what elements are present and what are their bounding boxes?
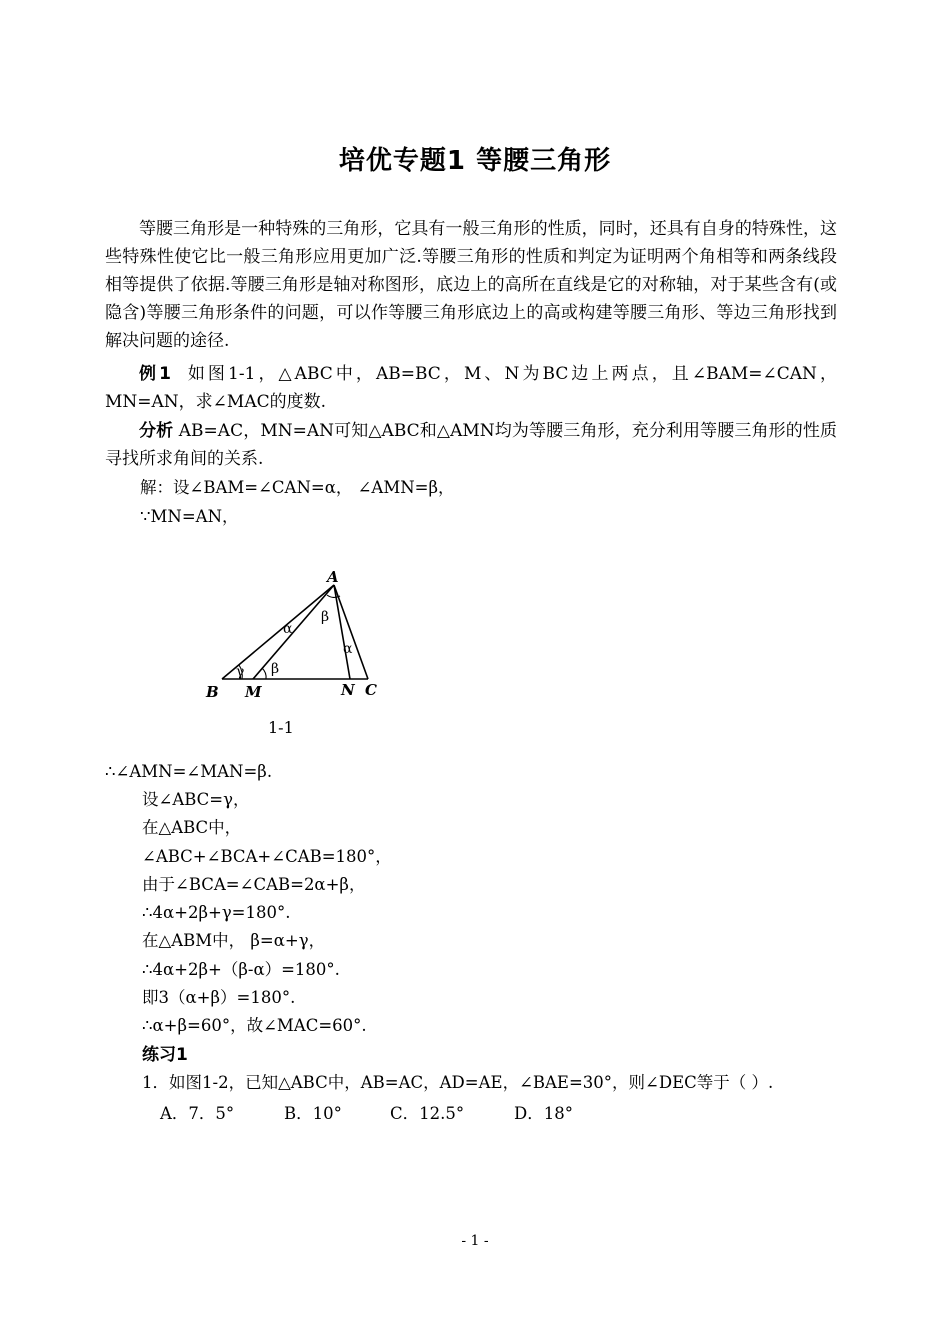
label-n: N (341, 681, 355, 699)
segment-an (334, 585, 350, 679)
segment-am (253, 585, 334, 679)
analysis-text: AB=AC，MN=AN可知△ABC和△AMN均为等腰三角形，充分利用等腰三角形的性质寻找所求角间的关系. (105, 421, 838, 469)
figure-1-1 (195, 565, 400, 710)
solution-step: ∠ABC+∠BCA+∠CAB=180°， (142, 847, 392, 866)
example-text: 如图1-1，△ABC中，AB=BC，M、N为BC边上两点，且∠BAM=∠CAN，MN=AN，求∠MAC的度数. (105, 364, 837, 412)
label-b: B (206, 683, 219, 701)
example-label: 例1 (139, 364, 171, 384)
solution-step: ∴α+β=60°，故∠MAC=60°. (142, 1016, 367, 1035)
angle-alpha-bam: α (283, 621, 293, 637)
solution-step: 在△ABM中， β=α+γ， (142, 931, 326, 950)
label-a: A (327, 568, 339, 586)
solution-step: 由于∠BCA=∠CAB=2α+β， (142, 875, 366, 894)
side-ac (334, 585, 368, 679)
solution-step: ∴4α+2β+（β-α）=180°. (142, 960, 340, 979)
solution-line-1: 解：设∠BAM=∠CAN=α， ∠AMN=β， (140, 478, 455, 497)
solution-step: ∴4α+2β+γ=180°. (142, 903, 291, 922)
analysis (105, 417, 837, 473)
angle-beta-m: β (271, 661, 280, 677)
option-c: C．12.5° (390, 1104, 465, 1123)
figure-caption: 1-1 (268, 718, 294, 737)
option-b: B．10° (284, 1104, 342, 1123)
angle-beta-man: β (321, 609, 330, 625)
solution-first: ∴∠AMN=∠MAN=β. (105, 762, 273, 781)
solution-step: 在△ABC中， (142, 818, 242, 837)
label-m: M (245, 683, 262, 701)
solution-step: 设∠ABC=γ， (142, 790, 250, 809)
practice-heading: 练习1 (142, 1045, 188, 1065)
arc-beta-m (262, 668, 266, 679)
practice-question: 1．如图1-2，已知△ABC中，AB=AC，AD=AE，∠BAE=30°，则∠DEC等于（ ）. (142, 1073, 774, 1092)
solution-line-2: ∵MN=AN， (140, 507, 239, 526)
page-title: 培优专题1 等腰三角形 (338, 146, 612, 176)
option-a: A．7．5° (160, 1104, 235, 1123)
intro-paragraph: 等腰三角形是一种特殊的三角形，它具有一般三角形的性质，同时，还具有自身的特殊性，这些特殊性使它比一般三角形应用更加广泛.等腰三角形的性质和判定为证明两个角相等和两条线段相等提供了依据.等腰三角形是轴对称图形，底边上的高所在直线是它的对称轴，对于某些含有(或隐含)等腰三角形条件的问题，可以作等腰三角形底边上的高或构建等腰三角形、等边三角形找到解决问题的途径. (105, 219, 837, 351)
label-c: C (365, 681, 377, 699)
angle-alpha-can: α (343, 641, 353, 657)
solution-step: 即3（α+β）=180°. (142, 988, 296, 1007)
analysis-label: 分析 (139, 421, 174, 441)
page-number: - 1 - (461, 1233, 489, 1249)
option-d: D．18° (514, 1104, 573, 1123)
example-1 (105, 360, 837, 416)
angle-gamma-b: γ (236, 664, 245, 680)
